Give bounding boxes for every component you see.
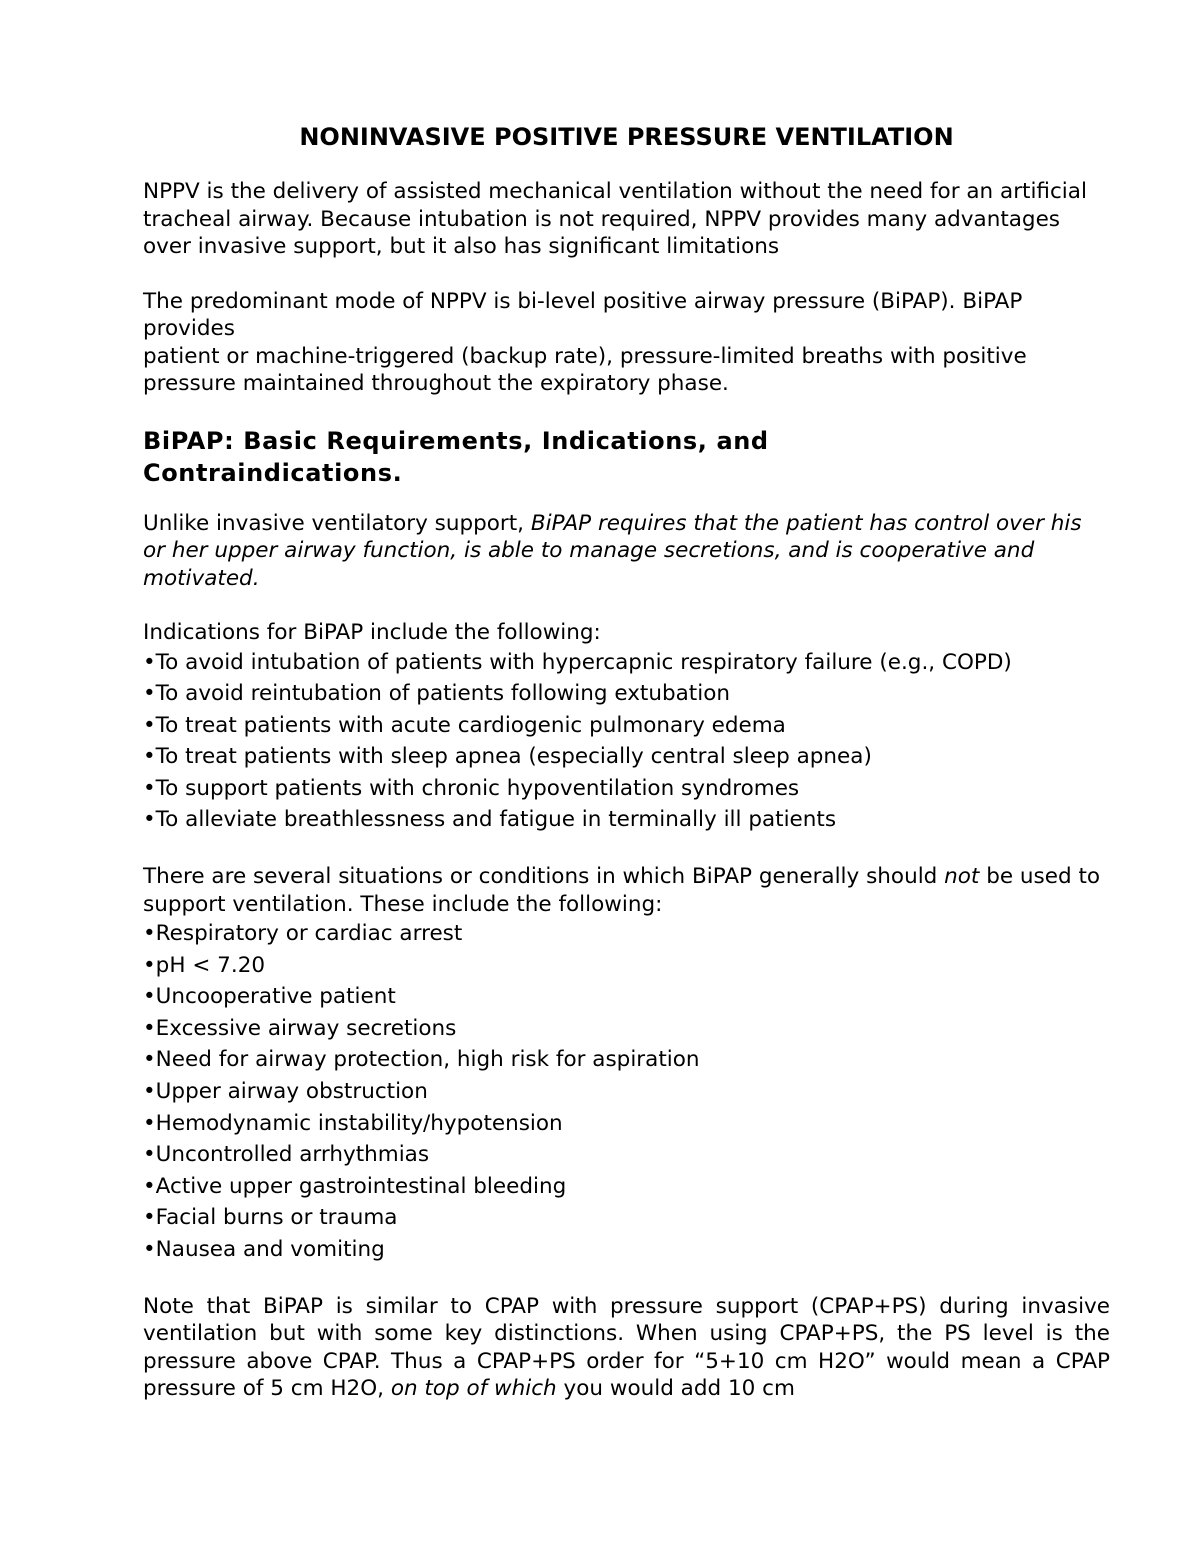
- note-text-a: Note that BiPAP is similar to CPAP with pressure support (CPAP+PS) during invasive ventilation but with some key distinctions. When using CPAP+PS, the PS level is the pressure above CPAP. Thus a CPAP+PS order for “5+10 cm H2O” would mean a CPAP pressure of 5 cm H2O,: [143, 1293, 1110, 1402]
- list-item: •Upper airway obstruction: [143, 1079, 428, 1105]
- contra-intro-text-b: be used to support ventilation. These include the following:: [143, 864, 1101, 917]
- contraindications-block: [143, 863, 1110, 1266]
- list-item: •Need for airway protection, high risk for aspiration: [143, 1047, 700, 1073]
- note-emphasis: on top of which: [390, 1376, 557, 1402]
- contra-intro-emphasis: not: [944, 864, 980, 890]
- contra-intro-text-a: There are several situations or conditions in which BiPAP generally should: [143, 864, 945, 890]
- list-item: •Nausea and vomiting: [143, 1237, 385, 1262]
- intro-paragraph-2-line-1: The predominant mode of NPPV is bi-level positive airway pressure (BiPAP). BiPAP provides: [143, 288, 1023, 341]
- list-item: •To alleviate breathlessness and fatigue in terminally ill patients: [143, 807, 837, 833]
- list-item: •Respiratory or cardiac arrest: [143, 921, 463, 947]
- document-page: [143, 122, 1110, 1403]
- list-item: •Uncontrolled arrhythmias: [143, 1142, 430, 1168]
- note-text-b: you would add 10 cm: [556, 1376, 795, 1402]
- list-item: •To treat patients with acute cardiogenic pulmonary edema: [143, 712, 786, 738]
- list-item: •To treat patients with sleep apnea (especially central sleep apnea): [143, 744, 872, 770]
- section-heading: BiPAP: Basic Requirements, Indications, and Contraindications.: [143, 426, 769, 487]
- indications-block: [143, 619, 1110, 836]
- list-item: •To avoid reintubation of patients following extubation: [143, 681, 730, 707]
- list-item: •To avoid intubation of patients with hypercapnic respiratory failure (e.g., COPD): [143, 649, 1012, 675]
- list-item: •Hemodynamic instability/hypotension: [143, 1110, 563, 1136]
- indications-intro: Indications for BiPAP include the following:: [143, 620, 601, 645]
- note-paragraph: [143, 1293, 1110, 1403]
- list-item: •Excessive airway secretions: [143, 1015, 457, 1041]
- requirements-paragraph: [143, 510, 1110, 593]
- list-item: •Facial burns or trauma: [143, 1205, 398, 1231]
- list-item: •pH < 7.20: [143, 952, 266, 978]
- contraindications-intro: [143, 863, 1110, 918]
- list-item: •Active upper gastrointestinal bleeding: [143, 1173, 567, 1199]
- requirements-emphasis: BiPAP requires that the patient has control over his or her upper airway function, is able to manage secretions, and is cooperative and motivated.: [143, 510, 1082, 591]
- list-item: •Uncooperative patient: [143, 984, 396, 1010]
- list-item: •To support patients with chronic hypoventilation syndromes: [143, 775, 800, 801]
- intro-paragraph-1: NPPV is the delivery of assisted mechanical ventilation without the need for an artificial tracheal airway. Because intubation is not required, NPPV provides many advantages over invasive support, but it also has significant limitations: [143, 179, 1087, 259]
- intro-paragraph-2-line-2: patient or machine-triggered (backup rate), pressure-limited breaths with positive pressure maintained throughout the expiratory phase.: [143, 343, 1027, 396]
- indications-list: [143, 647, 1110, 837]
- intro-paragraph-2: [143, 288, 1110, 398]
- contraindications-list: [143, 918, 1110, 1266]
- page-title: NONINVASIVE POSITIVE PRESSURE VENTILATION: [299, 123, 954, 151]
- requirements-text: Unlike invasive ventilatory support,: [143, 510, 531, 536]
